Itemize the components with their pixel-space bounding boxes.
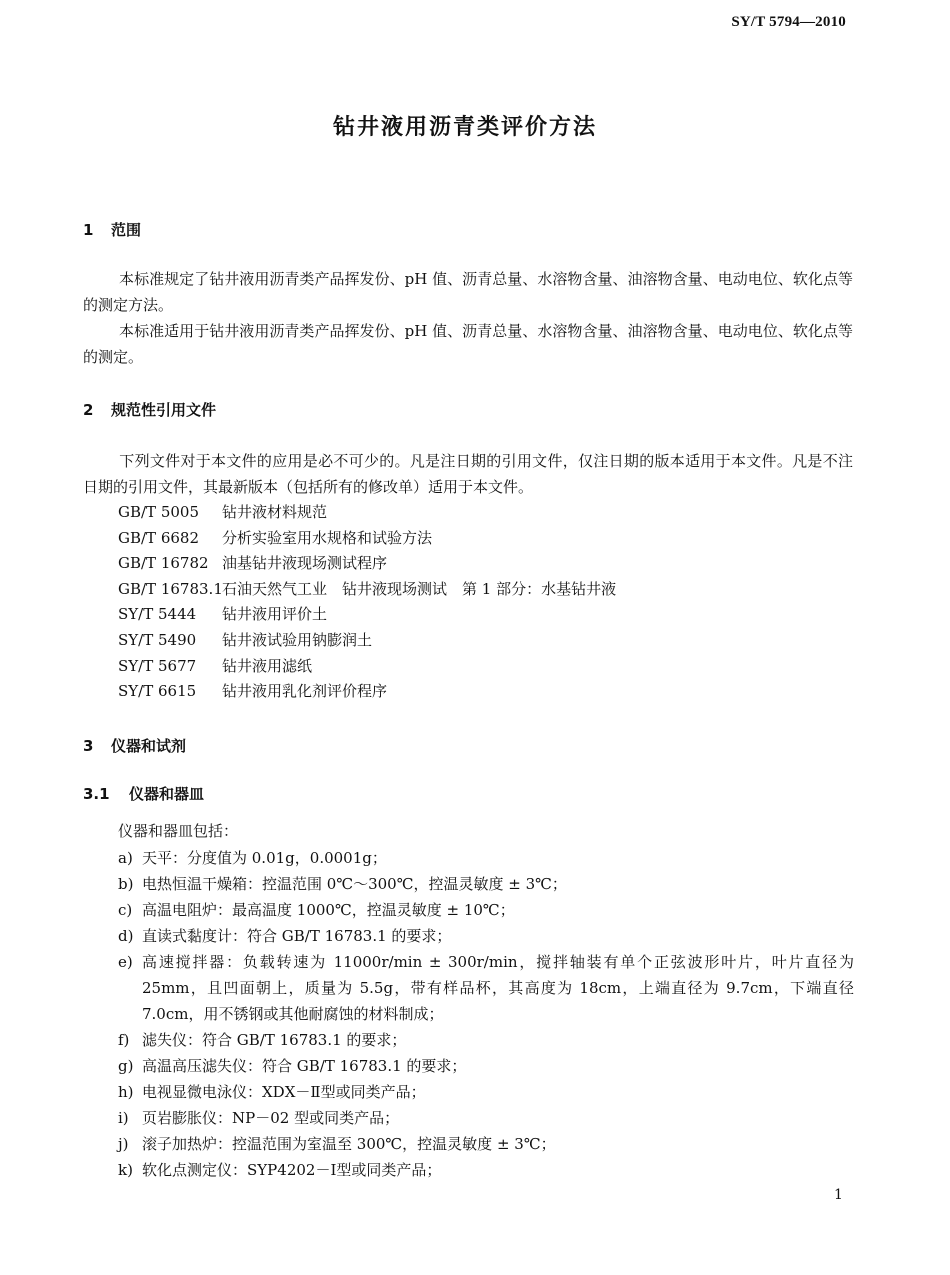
reference-item xyxy=(118,577,616,603)
item-label: a) xyxy=(118,849,133,867)
page-number: 1 xyxy=(834,1187,843,1203)
item-label: g) xyxy=(118,1057,134,1075)
item-label: h) xyxy=(118,1083,134,1101)
reference-title: 分析实验室用水规格和试验方法 xyxy=(222,528,433,547)
reference-title: 钻井液用滤纸 xyxy=(222,656,313,675)
reference-item xyxy=(118,628,616,654)
list-item xyxy=(118,1105,856,1131)
reference-title: 钻井液用乳化剂评价程序 xyxy=(222,682,388,701)
reference-code: SY/T 5677 xyxy=(118,656,197,675)
reference-list xyxy=(118,500,616,705)
item-label: j) xyxy=(118,1135,129,1153)
paragraph-text: 下列文件对于本文件的应用是必不可少的。凡是注日期的引用文件，仅注日期的版本适用于本文件。凡是不注日期的引用文件，其最新版本（包括所有的修改单）适用于本文件。 xyxy=(83,452,853,496)
document-title: 钻井液用沥青类评价方法 xyxy=(332,115,597,140)
item-text: 高速搅拌器：负载转速为 11000r/min ± 300r/min，搅拌轴装有单个正弦波形叶片，叶片直径为 25mm，且凹面朝上，质量为 5.5g，带有样品杯，其高度为 18cm，上端直径为 9.7cm，下端直径 7.0cm，用不锈钢或其他耐腐蚀的材料制成； xyxy=(142,953,854,1023)
reference-code: GB/T 16782 xyxy=(118,554,209,573)
reference-item xyxy=(118,526,616,552)
reference-title: 钻井液试验用钠膨润土 xyxy=(222,630,373,649)
reference-code: SY/T 6615 xyxy=(118,682,197,701)
reference-item xyxy=(118,551,616,577)
list-item xyxy=(118,1157,856,1183)
item-text: 高温高压滤失仪：符合 GB/T 16783.1 的要求； xyxy=(142,1057,467,1075)
item-label: c) xyxy=(118,901,133,919)
list-item xyxy=(118,923,856,949)
section-3-heading xyxy=(83,735,186,756)
reference-title: 钻井液用评价土 xyxy=(222,605,328,624)
item-text: 页岩膨胀仪：NP－02 型或同类产品； xyxy=(142,1109,400,1127)
section-number: 1 xyxy=(83,221,94,239)
list-item xyxy=(118,1053,856,1079)
item-text: 电热恒温干燥箱：控温范围 0℃～300℃，控温灵敏度 ± 3℃； xyxy=(142,875,567,893)
item-text: 天平：分度值为 0.01g，0.0001g； xyxy=(142,849,387,867)
item-text: 高温电阻炉：最高温度 1000℃，控温灵敏度 ± 10℃； xyxy=(142,901,515,919)
list-item xyxy=(118,845,856,871)
section-1-heading xyxy=(83,219,141,240)
reference-code: GB/T 16783.1 xyxy=(118,579,223,598)
item-label: b) xyxy=(118,875,134,893)
reference-item xyxy=(118,500,616,526)
section-1-paragraph-2 xyxy=(83,318,853,370)
section-2-paragraph xyxy=(83,448,853,500)
subsection-3-1-heading xyxy=(83,783,204,804)
list-item xyxy=(118,1131,856,1157)
item-text: 滚子加热炉：控温范围为室温至 300℃，控温灵敏度 ± 3℃； xyxy=(142,1135,556,1153)
paragraph-text: 本标准规定了钻井液用沥青类产品挥发份、pH 值、沥青总量、水溶物含量、油溶物含量、电动电位、软化点等的测定方法。 xyxy=(83,270,853,314)
reference-item xyxy=(118,679,616,705)
reference-code: GB/T 6682 xyxy=(118,528,200,547)
list-item xyxy=(118,897,856,923)
item-text: 软化点测定仪：SYP4202－Ⅰ型或同类产品； xyxy=(142,1161,442,1179)
list-item xyxy=(118,871,856,897)
reference-item xyxy=(118,602,616,628)
reference-code: GB/T 5005 xyxy=(118,503,200,521)
section-title: 仪器和试剂 xyxy=(111,737,187,755)
section-1-paragraph-1 xyxy=(83,266,853,318)
subsection-number: 3.1 xyxy=(83,785,110,803)
item-label: i) xyxy=(118,1109,129,1127)
list-item xyxy=(118,1079,856,1105)
paragraph-text: 本标准适用于钻井液用沥青类产品挥发份、pH 值、沥青总量、水溶物含量、油溶物含量、电动电位、软化点等的测定。 xyxy=(83,322,853,366)
reference-title: 油基钻井液现场测试程序 xyxy=(222,554,388,573)
item-label: e) xyxy=(118,953,133,971)
subsection-intro: 仪器和器皿包括： xyxy=(118,822,239,840)
instrument-list xyxy=(118,845,856,1183)
section-title: 规范性引用文件 xyxy=(111,401,217,419)
item-label: d) xyxy=(118,927,134,945)
item-text: 电视显微电泳仪：XDX－Ⅱ型或同类产品； xyxy=(142,1083,426,1101)
reference-code: SY/T 5490 xyxy=(118,630,197,649)
list-item xyxy=(118,1027,856,1053)
standard-code: SY/T 5794—2010 xyxy=(731,14,846,30)
section-title: 范围 xyxy=(111,221,142,239)
item-text: 直读式黏度计：符合 GB/T 16783.1 的要求； xyxy=(142,927,452,945)
list-item xyxy=(118,949,856,1027)
reference-title: 钻井液材料规范 xyxy=(222,503,328,521)
reference-code: SY/T 5444 xyxy=(118,605,197,624)
item-label: k) xyxy=(118,1161,133,1179)
subsection-title: 仪器和器皿 xyxy=(129,785,205,803)
section-number: 2 xyxy=(83,401,94,419)
section-2-heading xyxy=(83,399,216,420)
reference-title: 石油天然气工业 钻井液现场测试 第 1 部分：水基钻井液 xyxy=(222,579,617,598)
item-text: 滤失仪：符合 GB/T 16783.1 的要求； xyxy=(142,1031,407,1049)
reference-item xyxy=(118,654,616,680)
section-number: 3 xyxy=(83,737,94,755)
item-label: f) xyxy=(118,1031,130,1049)
